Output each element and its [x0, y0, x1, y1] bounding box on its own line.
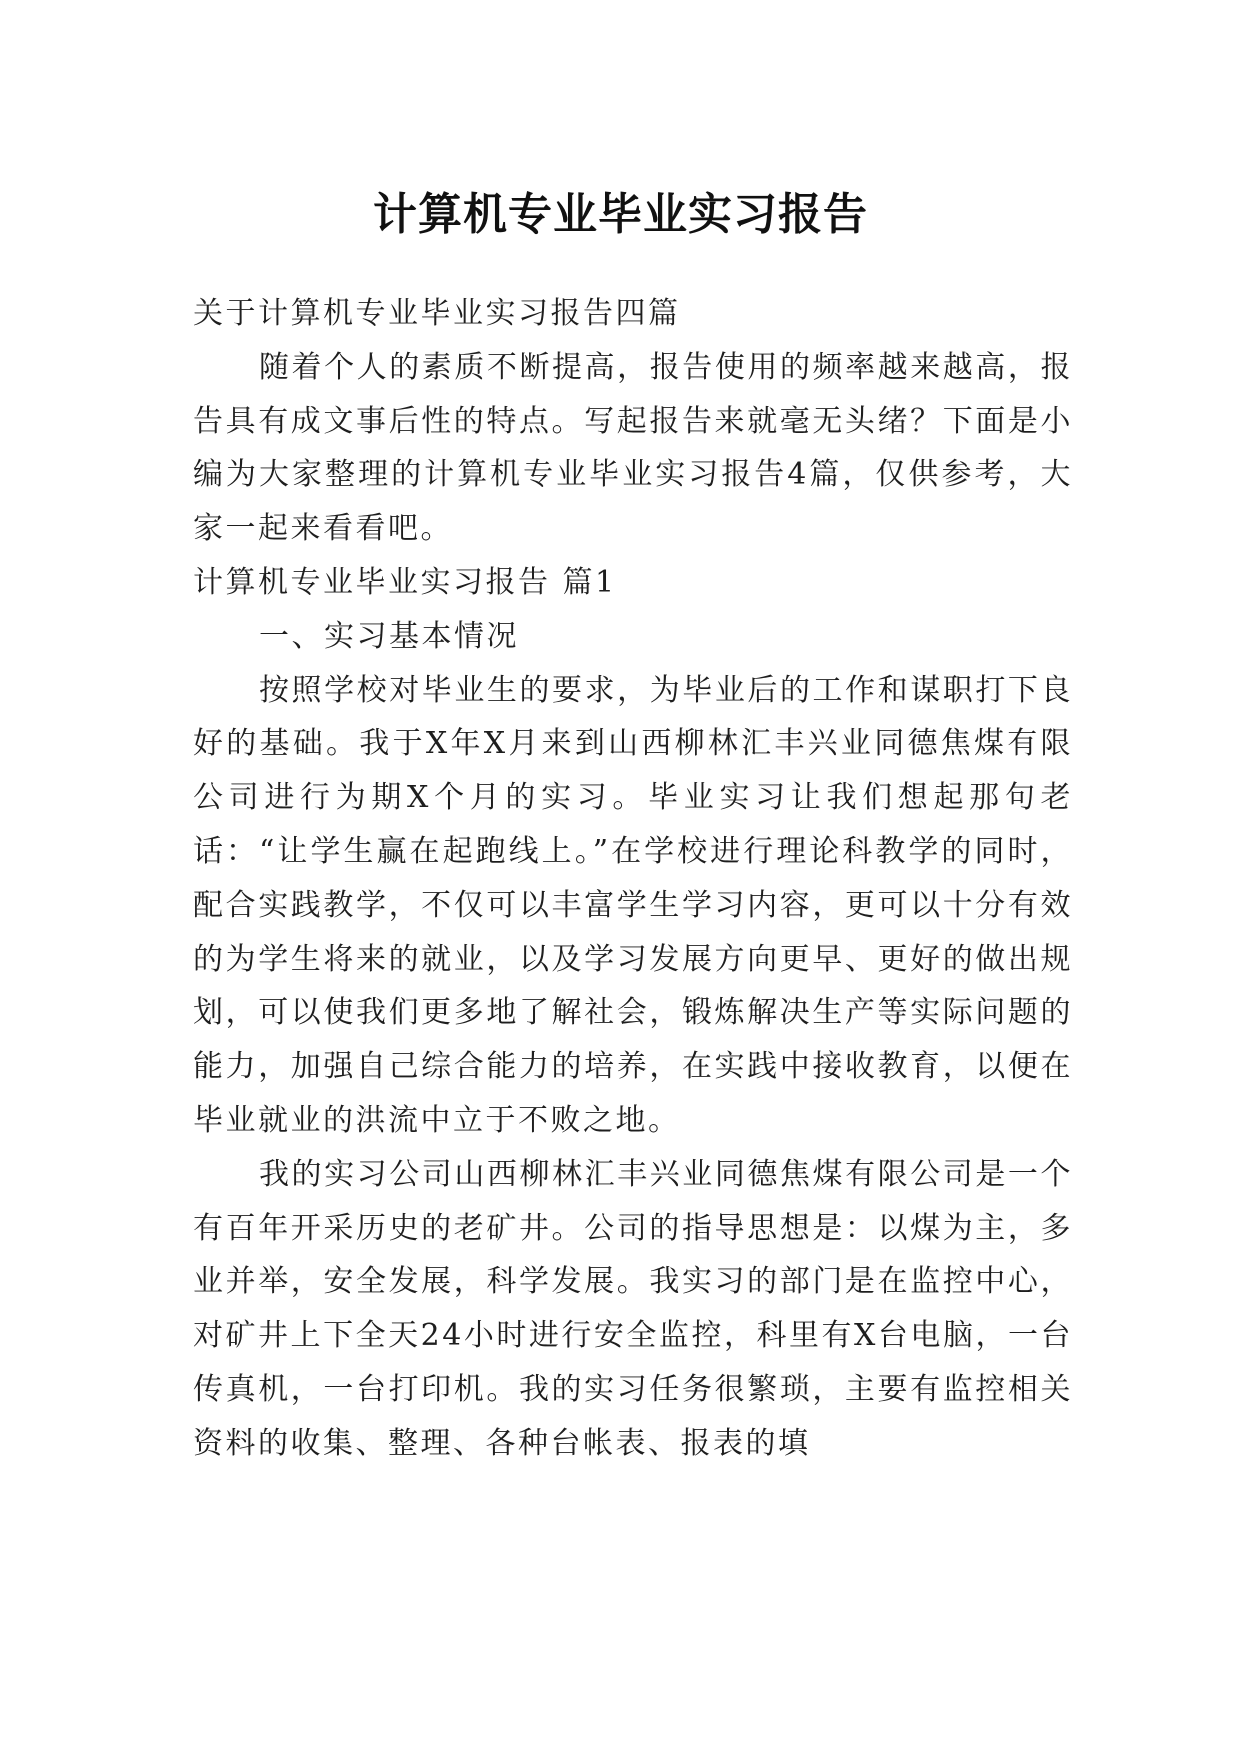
document-body — [193, 287, 1073, 1471]
intro-heading: 关于计算机专业毕业实习报告四篇 — [193, 296, 681, 331]
body-paragraph: 按照学校对毕业生的要求，为毕业后的工作和谋职打下良好的基础。我于X年X月来到山西柳林汇丰兴业同德焦煤有限公司进行为期X个月的实习。毕业实习让我们想起那句老话：“让学生赢在起跑线上。”在学校进行理论科教学的同时，配合实践教学，不仅可以丰富学生学习内容，更可以十分有效的为学生将来的就业，以及学习发展方向更早、更好的做出规划，可以使我们更多地了解社会，锻炼解决生产等实际问题的能力，加强自己综合能力的培养，在实践中接收教育，以便在毕业就业的洪流中立于不败之地。 — [193, 672, 1073, 1138]
intro-paragraph: 随着个人的素质不断提高，报告使用的频率越来越高，报告具有成文事后性的特点。写起报告来就毫无头绪？下面是小编为大家整理的计算机专业毕业实习报告4篇，仅供参考，大家一起来看看吧。 — [193, 349, 1073, 547]
section-title-part1: 计算机专业毕业实习报告 篇1 — [193, 564, 617, 600]
subsection-heading: 一、实习基本情况 — [259, 618, 519, 654]
document-title: 计算机专业毕业实习报告 — [373, 189, 868, 241]
body-paragraph: 我的实习公司山西柳林汇丰兴业同德焦煤有限公司是一个有百年开采历史的老矿井。公司的指导思想是：以煤为主，多业并举，安全发展，科学发展。我实习的部门是在监控中心，对矿井上下全天24小时进行安全监控，科里有X台电脑，一台传真机，一台打印机。我的实习任务很繁琐，主要有监控相关资料的收集、整理、各种台帐表、报表的填 — [193, 1156, 1073, 1461]
